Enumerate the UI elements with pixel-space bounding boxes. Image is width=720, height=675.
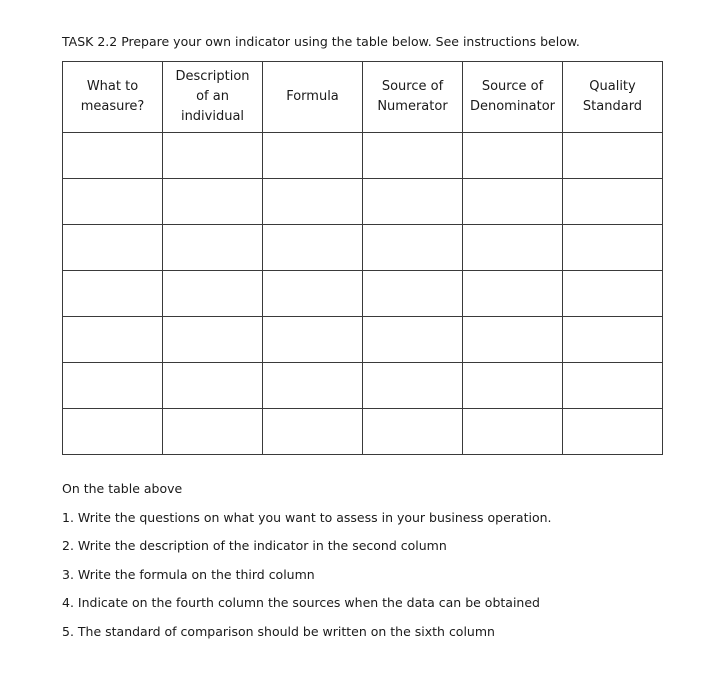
table-body: [63, 133, 663, 455]
task-label: TASK 2.2: [62, 34, 118, 49]
header-source-numerator: Source of Numerator: [363, 62, 463, 133]
instruction-item-2: 2. Write the description of the indicator in the second column: [62, 538, 447, 553]
table-cell[interactable]: [163, 317, 263, 363]
indicator-table: [62, 61, 663, 455]
table-row: [63, 133, 663, 179]
table-cell[interactable]: [563, 271, 663, 317]
table-cell[interactable]: [563, 133, 663, 179]
table-row: [63, 225, 663, 271]
table-cell[interactable]: [563, 409, 663, 455]
header-row: [63, 62, 663, 133]
table-cell[interactable]: [163, 363, 263, 409]
table-cell[interactable]: [463, 409, 563, 455]
table-cell[interactable]: [263, 225, 363, 271]
task-description: Prepare your own indicator using the table below. See instructions below.: [121, 34, 580, 49]
table-cell[interactable]: [163, 271, 263, 317]
table-cell[interactable]: [63, 409, 163, 455]
header-what-to-measure: What to measure?: [63, 62, 163, 133]
table-row: [63, 179, 663, 225]
instruction-item-5: 5. The standard of comparison should be written on the sixth column: [62, 624, 495, 639]
header-description: Description of an individual: [163, 62, 263, 133]
table-cell[interactable]: [563, 317, 663, 363]
table-cell[interactable]: [463, 133, 563, 179]
table-cell[interactable]: [363, 133, 463, 179]
table-cell[interactable]: [263, 179, 363, 225]
table-row: [63, 363, 663, 409]
table-row: [63, 271, 663, 317]
table-cell[interactable]: [163, 409, 263, 455]
header-quality-standard: Quality Standard: [563, 62, 663, 133]
instruction-item-4: 4. Indicate on the fourth column the sources when the data can be obtained: [62, 595, 540, 610]
table-cell[interactable]: [463, 225, 563, 271]
table-cell[interactable]: [263, 271, 363, 317]
instructions-intro: On the table above: [62, 481, 183, 496]
table-cell[interactable]: [463, 179, 563, 225]
table-cell[interactable]: [563, 179, 663, 225]
table-cell[interactable]: [363, 363, 463, 409]
table-cell[interactable]: [63, 225, 163, 271]
header-source-denominator: Source of Denominator: [463, 62, 563, 133]
task-title: [62, 34, 580, 50]
table-row: [63, 317, 663, 363]
table-cell[interactable]: [63, 179, 163, 225]
table-cell[interactable]: [463, 363, 563, 409]
table-cell[interactable]: [363, 409, 463, 455]
table-cell[interactable]: [363, 179, 463, 225]
table-cell[interactable]: [63, 133, 163, 179]
table-cell[interactable]: [263, 363, 363, 409]
instruction-item-1: 1. Write the questions on what you want to assess in your business operation.: [62, 510, 552, 525]
table-cell[interactable]: [163, 179, 263, 225]
table-cell[interactable]: [163, 133, 263, 179]
instruction-item-3: 3. Write the formula on the third column: [62, 567, 315, 582]
table-cell[interactable]: [63, 271, 163, 317]
table-cell[interactable]: [363, 271, 463, 317]
table-cell[interactable]: [263, 317, 363, 363]
table-cell[interactable]: [63, 363, 163, 409]
table-cell[interactable]: [563, 225, 663, 271]
table-cell[interactable]: [363, 225, 463, 271]
table-cell[interactable]: [563, 363, 663, 409]
table-cell[interactable]: [363, 317, 463, 363]
table-cell[interactable]: [463, 271, 563, 317]
table-cell[interactable]: [263, 409, 363, 455]
table-cell[interactable]: [463, 317, 563, 363]
table-cell[interactable]: [63, 317, 163, 363]
table-cell[interactable]: [163, 225, 263, 271]
header-formula: Formula: [263, 62, 363, 133]
table-row: [63, 409, 663, 455]
table-cell[interactable]: [263, 133, 363, 179]
